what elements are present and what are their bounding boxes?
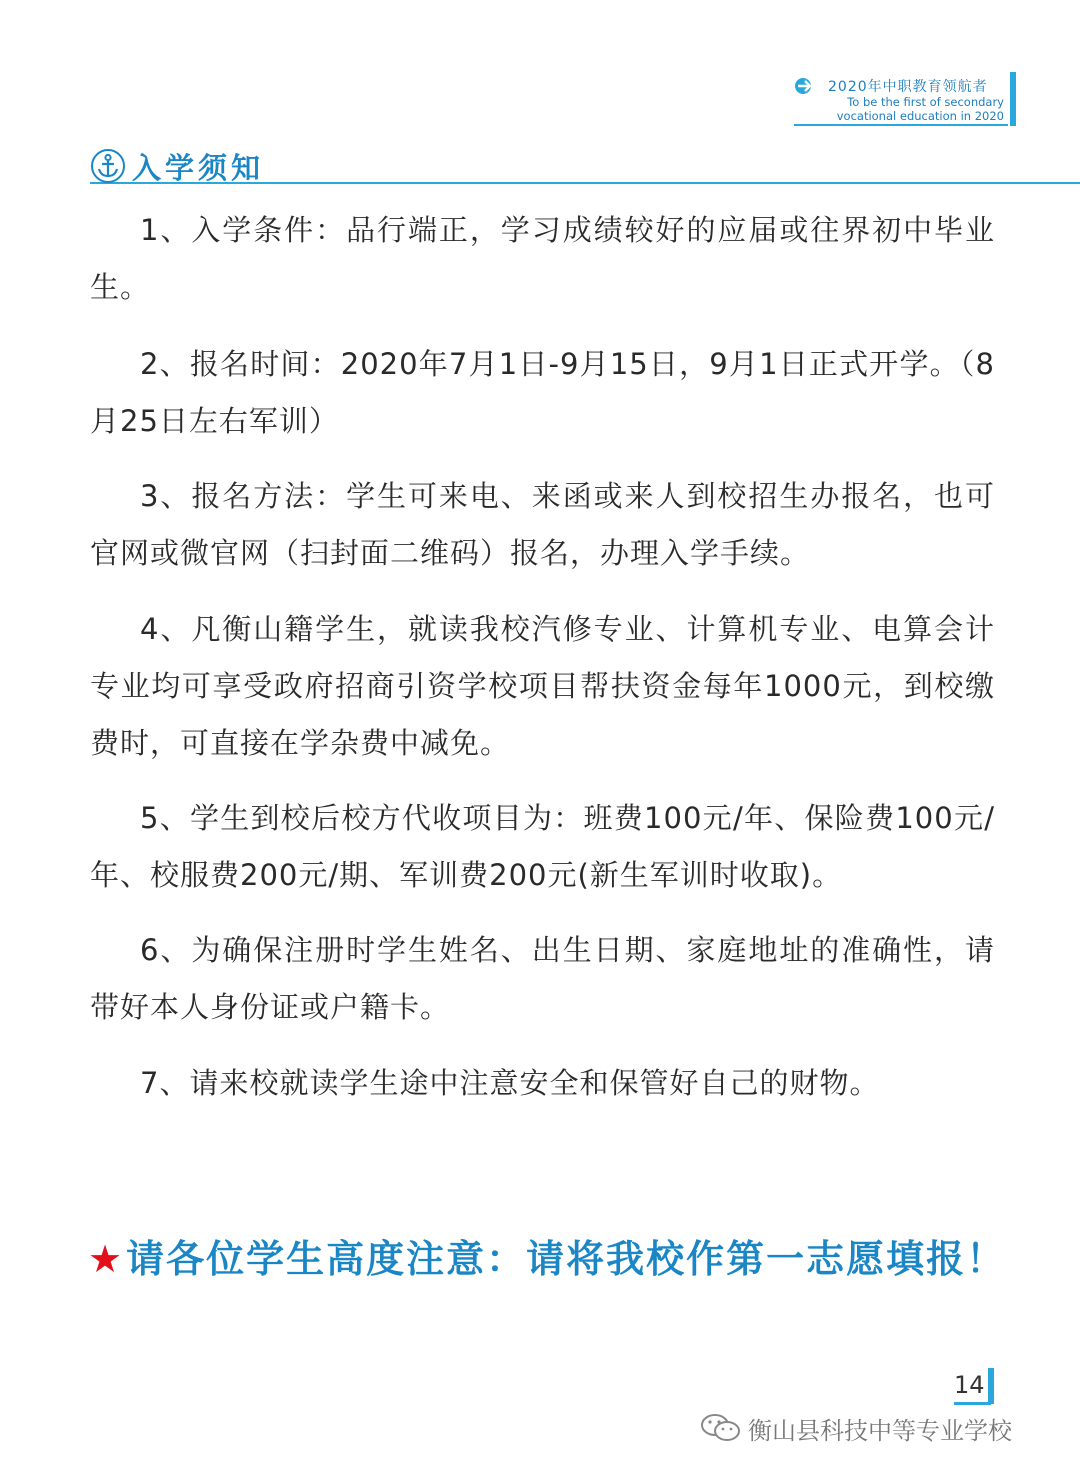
paragraph-6: 6、为确保注册时学生姓名、出生日期、家庭地址的准确性，请带好本人身份证或户籍卡。 <box>90 933 995 1024</box>
notice-banner <box>88 1228 1048 1283</box>
paragraph-4: 4、凡衡山籍学生，就读我校汽修专业、计算机专业、电算会计专业均可享受政府招商引资学校项目帮扶资金每年1000元，到校缴费时，可直接在学杂费中减免。 <box>90 612 995 760</box>
paragraph-3: 3、报名方法：学生可来电、来函或来人到校招生办报名，也可官网或微官网（扫封面二维码）报名，办理入学手续。 <box>90 479 995 570</box>
header-title: 2020年中职教育领航者 <box>828 79 988 95</box>
footer-watermark <box>700 1408 1012 1448</box>
anchor-icon <box>90 148 126 184</box>
paragraph-5: 5、学生到校后校方代收项目为：班费100元/年、保险费100元/年、校服费200元/期、军训费200元(新生军训时收取)。 <box>90 801 995 892</box>
page-number: 14 <box>954 1368 991 1405</box>
notice-text: 请各位学生高度注意：请将我校作第一志愿填报！ <box>126 1237 1007 1281</box>
paragraph-1: 1、入学条件：品行端正，学习成绩较好的应届或往界初中毕业生。 <box>90 213 995 304</box>
header-banner <box>794 72 1008 126</box>
header-subtitle-line2: vocational education in 2020 <box>836 109 1004 123</box>
header-subtitle <box>837 95 1004 123</box>
paragraph-2: 2、报名时间：2020年7月1日-9月15日，9月1日正式开学。（8月25日左右军训） <box>90 347 995 438</box>
section-title: 入学须知 <box>132 151 265 185</box>
section-header <box>90 144 1080 184</box>
arrow-right-icon <box>794 77 816 95</box>
paragraph-7: 7、请来校就读学生途中注意安全和保管好自己的财物。 <box>140 1066 880 1100</box>
footer-account-name: 衡山县科技中等专业学校 <box>748 1416 1012 1445</box>
star-icon: ★ <box>88 1237 125 1281</box>
header-accent-bar <box>1010 72 1016 126</box>
wechat-icon <box>700 1413 742 1443</box>
header-subtitle-line1: To be the first of secondary <box>847 95 1004 109</box>
page-number-accent <box>988 1368 994 1404</box>
